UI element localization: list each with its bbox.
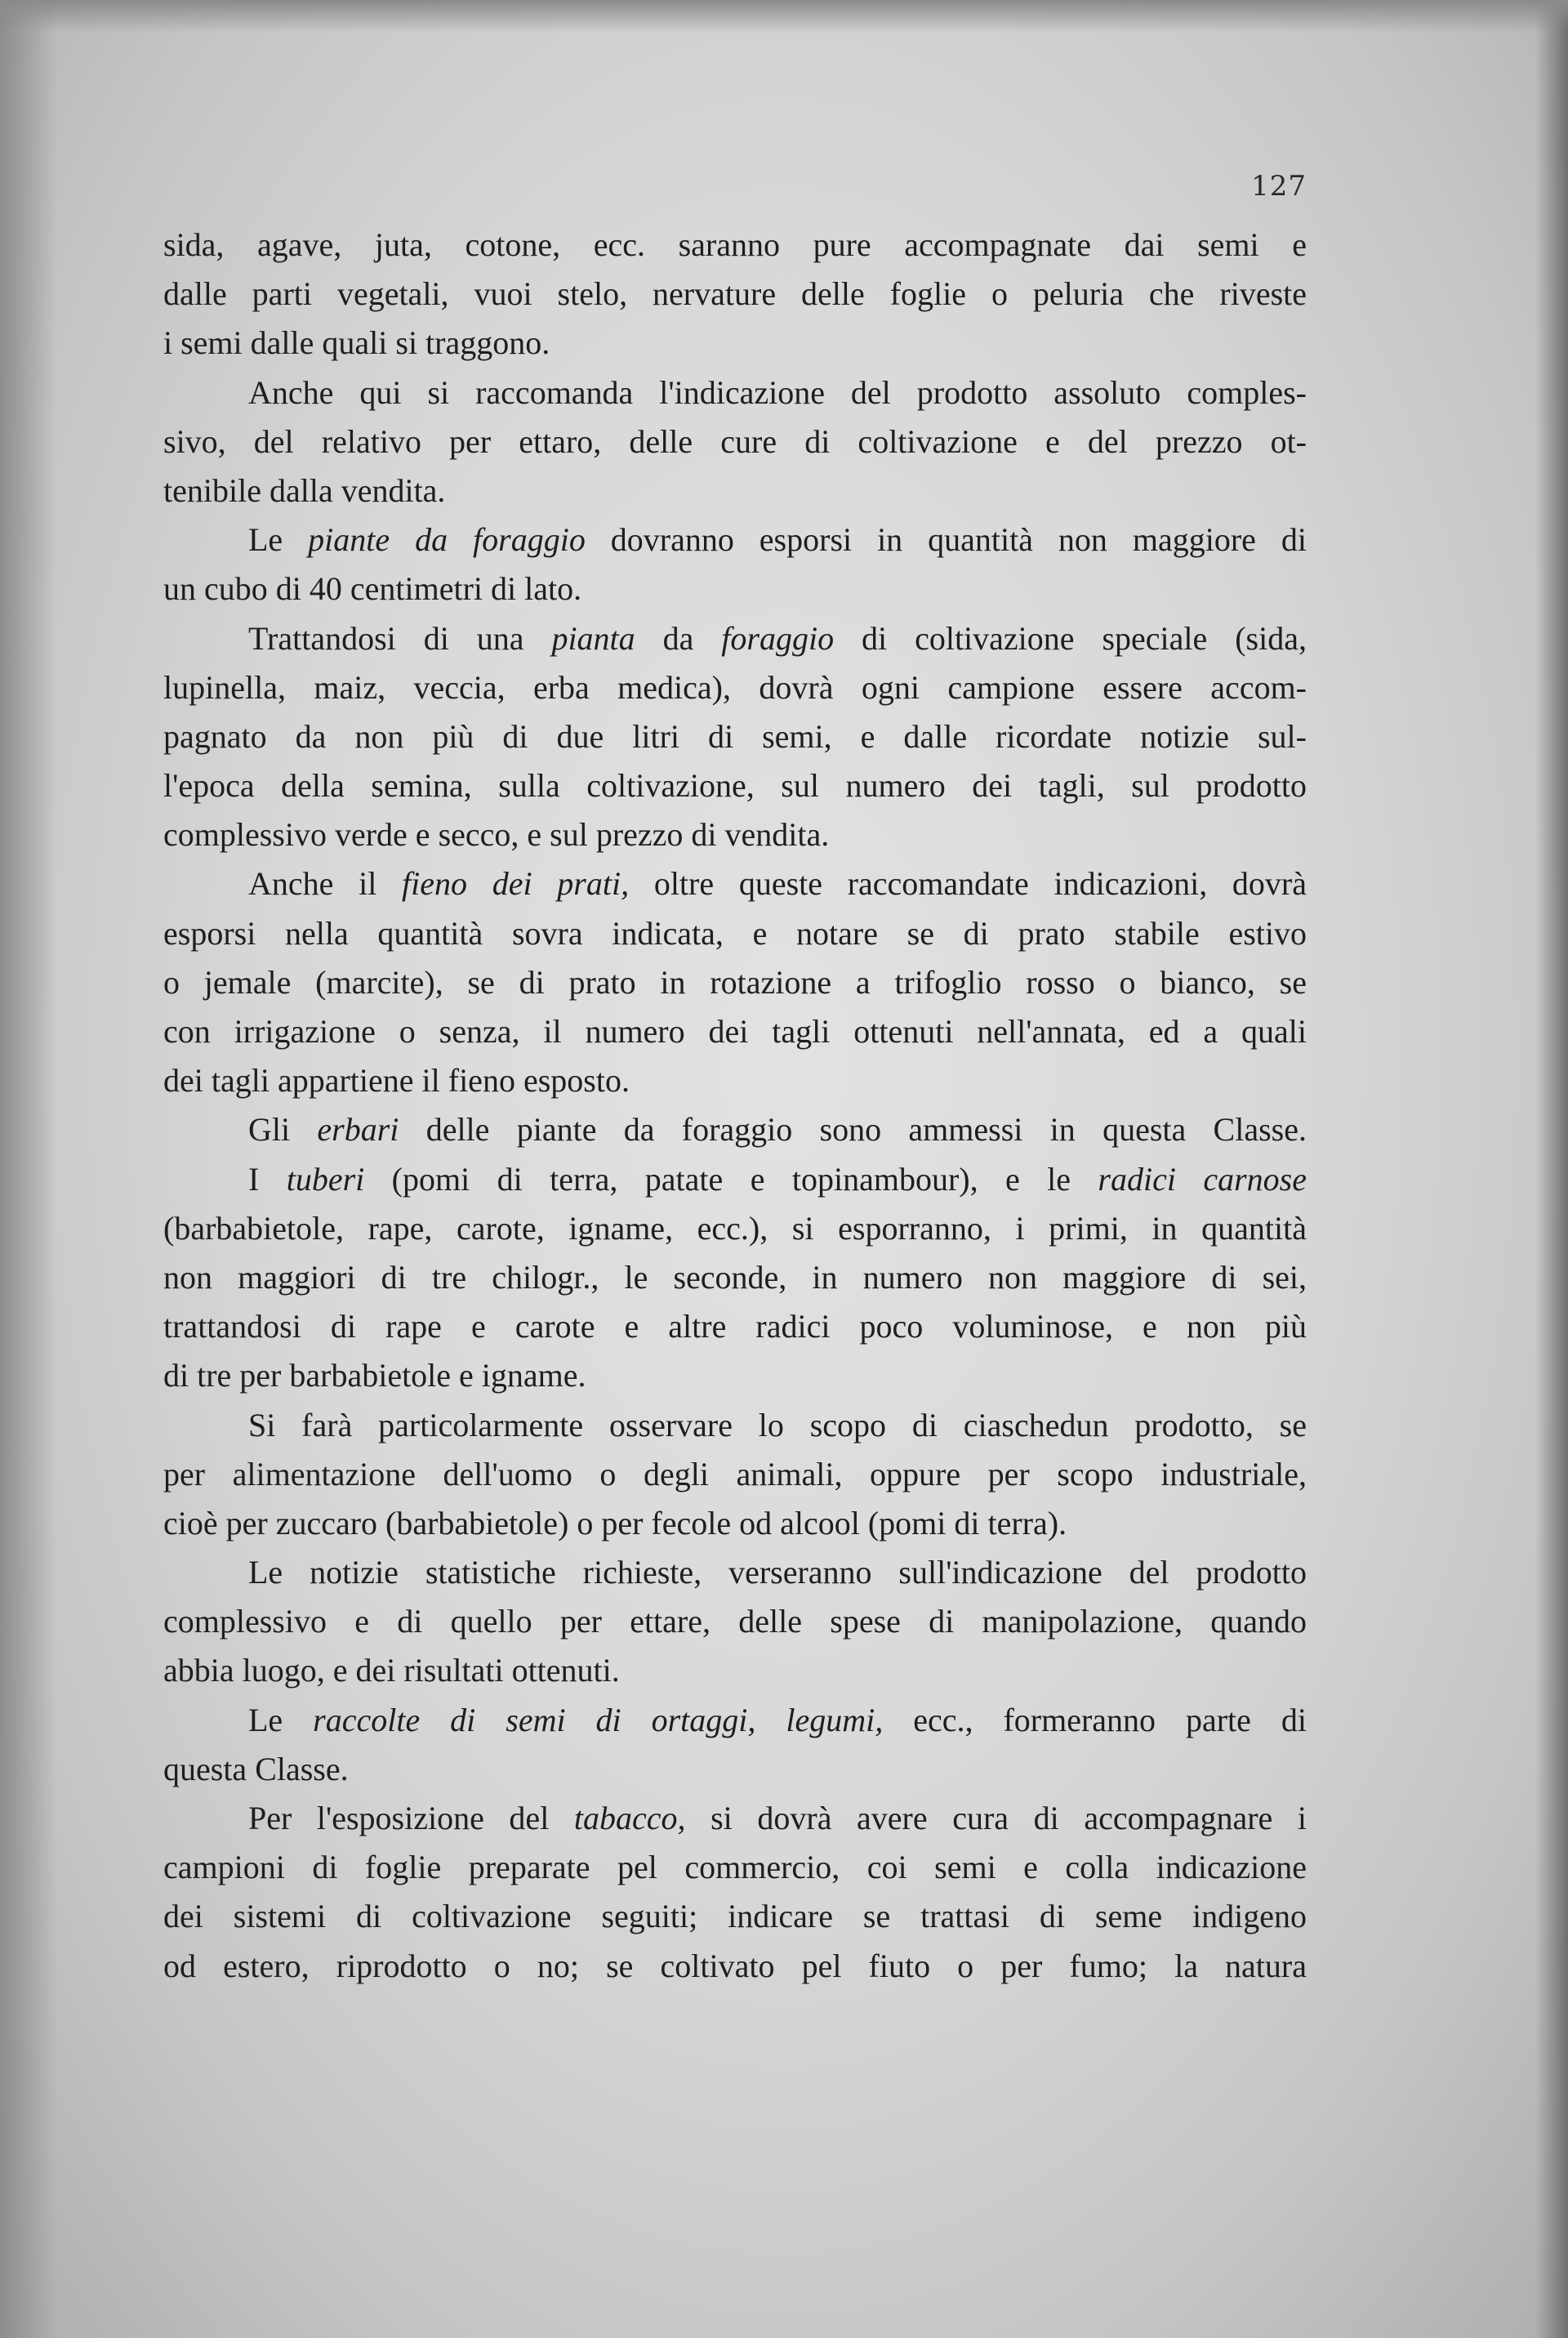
text-run: dovranno esporsi in quantità non maggiore di [585, 521, 1307, 559]
text-line [163, 1351, 1307, 1400]
text-line [163, 1548, 1307, 1597]
text-line [163, 1646, 1307, 1695]
text-line [163, 958, 1307, 1007]
text-line [163, 221, 1307, 270]
text-run: (barbabietole, rape, carote, igname, ecc.), si esporranno, i primi, in quantità [163, 1209, 1307, 1247]
text-run: Trattandosi di una [248, 619, 552, 657]
text-run: l'epoca della semina, sulla coltivazione, sul numero dei tagli, sul prodotto [163, 767, 1307, 805]
text-run: Anche qui si raccomanda l'indicazione del prodotto assoluto comples- [248, 373, 1307, 411]
text-line [163, 1105, 1307, 1154]
text-run: Per l'esposizione del [248, 1800, 574, 1836]
text-run: un cubo di 40 centimetri di lato. [163, 570, 582, 608]
text-run: questa Classe. [163, 1750, 349, 1787]
text-run: o jemale (marcite), se di prato in rotazione a trifoglio rosso o bianco, se [163, 963, 1307, 1001]
italic-term: foraggio [721, 619, 835, 657]
text-run: si dovrà avere cura di accompagnare i [685, 1800, 1307, 1836]
text-run: di tre per barbabietole e igname. [163, 1357, 586, 1394]
text-run: i semi dalle quali si traggono. [163, 324, 550, 362]
text-run: campioni di foglie preparate pel commercio, coi semi e colla indicazione [163, 1849, 1307, 1886]
text-run: con irrigazione o senza, il numero dei tagli ottenuti nell'annata, ed a quali [163, 1013, 1307, 1050]
italic-term: tabacco, [573, 1800, 686, 1836]
italic-term: radici carnose [1098, 1160, 1307, 1198]
page-shadow-left [0, 0, 57, 2338]
text-line [163, 909, 1307, 958]
text-line [163, 1794, 1307, 1843]
text-run: dalle parti vegetali, vuoi stelo, nervature delle foglie o peluria che riveste [163, 275, 1307, 313]
text-line [163, 1499, 1307, 1548]
text-line [163, 1204, 1307, 1253]
text-run: lupinella, maiz, veccia, erba medica), dovrà ogni campione essere accom- [163, 668, 1307, 706]
page-shadow-right [1535, 0, 1568, 2338]
text-line [163, 1843, 1307, 1892]
page-number: 127 [1251, 170, 1307, 203]
text-run: ecc., formeranno parte di [883, 1701, 1307, 1738]
text-run: cioè per zuccaro (barbabietole) o per fecole od alcool (pomi di terra). [163, 1504, 1067, 1542]
text-line [163, 368, 1307, 417]
text-run: da [635, 619, 722, 657]
text-line [163, 810, 1307, 859]
text-line [163, 1155, 1307, 1204]
text-run: trattandosi di rape e carote e altre radici poco voluminose, e non più [163, 1308, 1307, 1345]
text-run: Gli [248, 1111, 318, 1149]
text-run: Si farà particolarmente osservare lo scopo di ciaschedun prodotto, se [248, 1406, 1307, 1443]
text-line [163, 1597, 1307, 1646]
text-run: I [248, 1160, 287, 1198]
page-shadow-top [0, 0, 1568, 33]
text-line [163, 663, 1307, 712]
text-line [163, 466, 1307, 515]
text-run: per alimentazione dell'uomo o degli animali, oppure per scopo industriale, [163, 1455, 1307, 1492]
text-run: (pomi di terra, patate e topinambour), e le [364, 1160, 1098, 1198]
text-run: complessivo verde e secco, e sul prezzo di vendita. [163, 816, 830, 854]
text-run: sivo, del relativo per ettaro, delle cure di coltivazione e del prezzo ot- [163, 422, 1307, 460]
text-line [163, 614, 1307, 663]
text-run: Le [248, 521, 309, 559]
text-line [163, 1253, 1307, 1302]
body-text [163, 221, 1307, 1991]
text-line [163, 859, 1307, 908]
text-line [163, 270, 1307, 319]
text-run: abbia luogo, e dei risultati ottenuti. [163, 1652, 620, 1689]
text-line [163, 1892, 1307, 1941]
text-run: delle piante da foraggio sono ammessi in questa Classe. [399, 1111, 1307, 1149]
text-run: non maggiori di tre chilogr., le seconde, in numero non maggiore di sei, [163, 1258, 1307, 1296]
text-run: dei tagli appartiene il fieno esposto. [163, 1062, 630, 1100]
text-run: complessivo e di quello per ettare, delle spese di manipolazione, quando [163, 1603, 1307, 1640]
text-run: dei sistemi di coltivazione seguiti; indicare se trattasi di seme indigeno [163, 1898, 1307, 1935]
text-line [163, 1696, 1307, 1745]
text-line [163, 319, 1307, 368]
italic-term: raccolte di semi di ortaggi, legumi, [313, 1701, 884, 1738]
text-line [163, 1745, 1307, 1794]
text-run: oltre queste raccomandate indicazioni, dovrà [629, 865, 1307, 903]
text-line [163, 1302, 1307, 1351]
text-run: od estero, riprodotto o no; se coltivato pel fiuto o per fumo; la natura [163, 1947, 1307, 1984]
text-line [163, 1401, 1307, 1450]
text-run: tenibile dalla vendita. [163, 471, 446, 509]
text-line [163, 761, 1307, 810]
italic-term: erbari [317, 1111, 399, 1149]
text-line [163, 1056, 1307, 1105]
italic-term: tuberi [286, 1160, 365, 1198]
text-line [163, 515, 1307, 564]
italic-term: piante da foraggio [308, 521, 586, 559]
text-line [163, 1450, 1307, 1499]
text-run: sida, agave, juta, cotone, ecc. saranno pure accompagnate dai semi e [163, 226, 1307, 263]
text-line [163, 417, 1307, 466]
text-run: di coltivazione speciale (sida, [834, 619, 1307, 657]
text-run: pagnato da non più di due litri di semi, e dalle ricordate notizie sul- [163, 717, 1307, 755]
text-run: Le notizie statistiche richieste, verseranno sull'indicazione del prodotto [248, 1554, 1307, 1591]
text-line [163, 712, 1307, 761]
text-run: esporsi nella quantità sovra indicata, e notare se di prato stabile estivo [163, 914, 1307, 952]
text-line [163, 564, 1307, 614]
text-run: Le [248, 1701, 314, 1738]
italic-term: pianta [551, 619, 635, 657]
text-run: Anche il [248, 865, 403, 903]
italic-term: fieno dei prati, [402, 865, 630, 903]
text-line [163, 1942, 1307, 1991]
text-line [163, 1007, 1307, 1056]
